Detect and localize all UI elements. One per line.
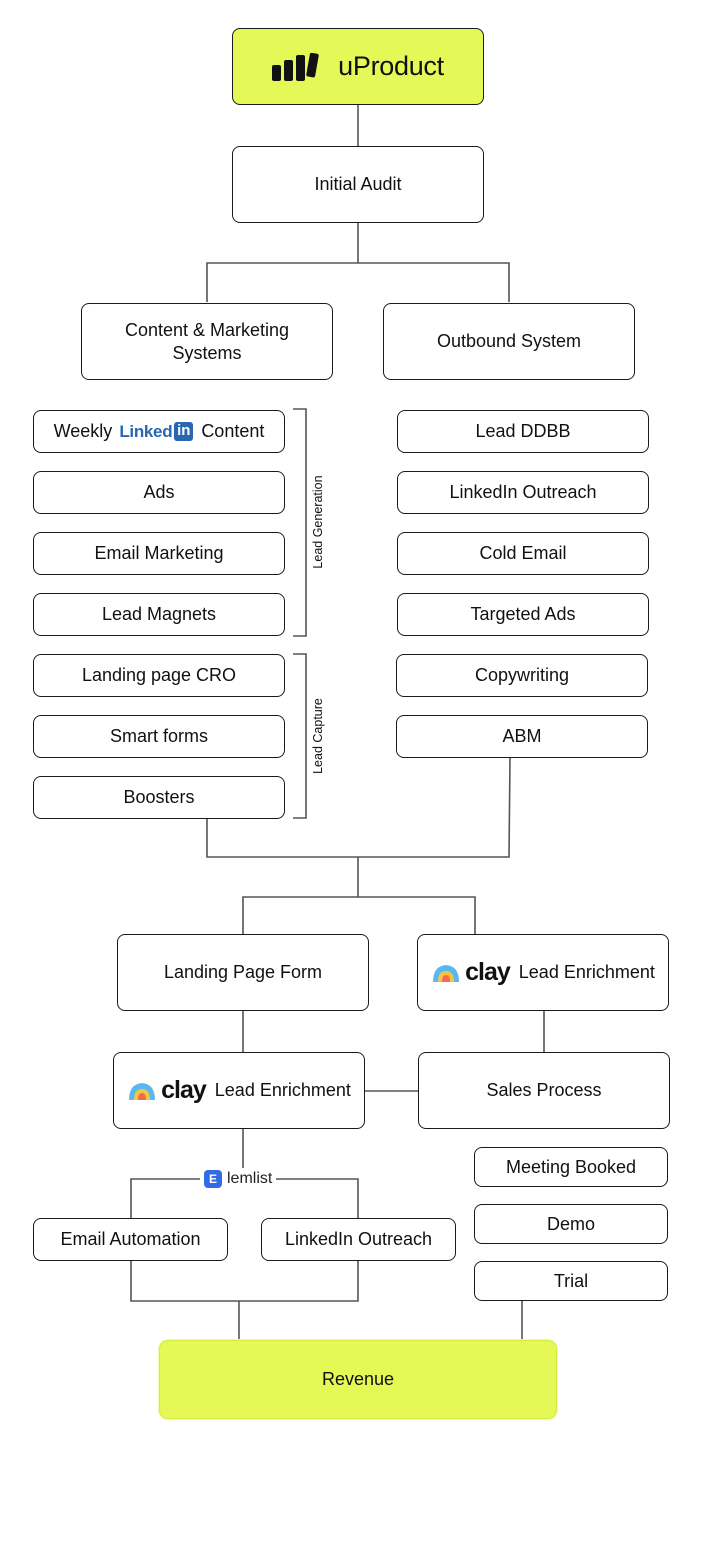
bar-chart-logo-icon bbox=[272, 53, 320, 81]
brand-name: uProduct bbox=[338, 51, 444, 81]
lemlist-icon: E bbox=[204, 1170, 222, 1188]
smart-forms-node: Smart forms bbox=[33, 715, 285, 758]
clay-wordmark: clay bbox=[465, 958, 510, 986]
clay-enrichment-node-left: clay Lead Enrichment bbox=[113, 1052, 365, 1129]
uproduct-node bbox=[232, 28, 484, 105]
abm-node: ABM bbox=[396, 715, 648, 758]
email-automation-node: Email Automation bbox=[33, 1218, 228, 1261]
lead-capture-label: Lead Capture bbox=[311, 698, 325, 774]
clay-wordmark: clay bbox=[161, 1076, 206, 1104]
linkedin-logo-text: Linked bbox=[119, 422, 173, 441]
lead-ddbb-node: Lead DDBB bbox=[397, 410, 649, 453]
lead-magnets-node: Lead Magnets bbox=[33, 593, 285, 636]
targeted-ads-node: Targeted Ads bbox=[397, 593, 649, 636]
lead-generation-label: Lead Generation bbox=[311, 475, 325, 569]
meeting-booked-node: Meeting Booked bbox=[474, 1147, 668, 1187]
initial-audit-node: Initial Audit bbox=[232, 146, 484, 223]
copywriting-node: Copywriting bbox=[396, 654, 648, 697]
weekly-linkedin-content-node: Weekly Linked in Content bbox=[33, 410, 285, 453]
linkedin-outreach-node: LinkedIn Outreach bbox=[397, 471, 649, 514]
content-marketing-node: Content & Marketing Systems bbox=[81, 303, 333, 380]
trial-node: Trial bbox=[474, 1261, 668, 1301]
landing-page-form-node: Landing Page Form bbox=[117, 934, 369, 1011]
revenue-node: Revenue bbox=[159, 1340, 557, 1419]
outbound-system-node: Outbound System bbox=[383, 303, 635, 380]
ads-node: Ads bbox=[33, 471, 285, 514]
boosters-node: Boosters bbox=[33, 776, 285, 819]
linkedin-icon: in bbox=[174, 422, 193, 441]
clay-logo-icon bbox=[127, 1080, 157, 1102]
demo-node: Demo bbox=[474, 1204, 668, 1244]
landing-page-cro-node: Landing page CRO bbox=[33, 654, 285, 697]
clay-logo-icon bbox=[431, 962, 461, 984]
linkedin-outreach-lower-node: LinkedIn Outreach bbox=[261, 1218, 456, 1261]
sales-process-node: Sales Process bbox=[418, 1052, 670, 1129]
lemlist-label: E lemlist bbox=[200, 1168, 276, 1190]
email-marketing-node: Email Marketing bbox=[33, 532, 285, 575]
cold-email-node: Cold Email bbox=[397, 532, 649, 575]
clay-enrichment-node-right: clay Lead Enrichment bbox=[417, 934, 669, 1011]
